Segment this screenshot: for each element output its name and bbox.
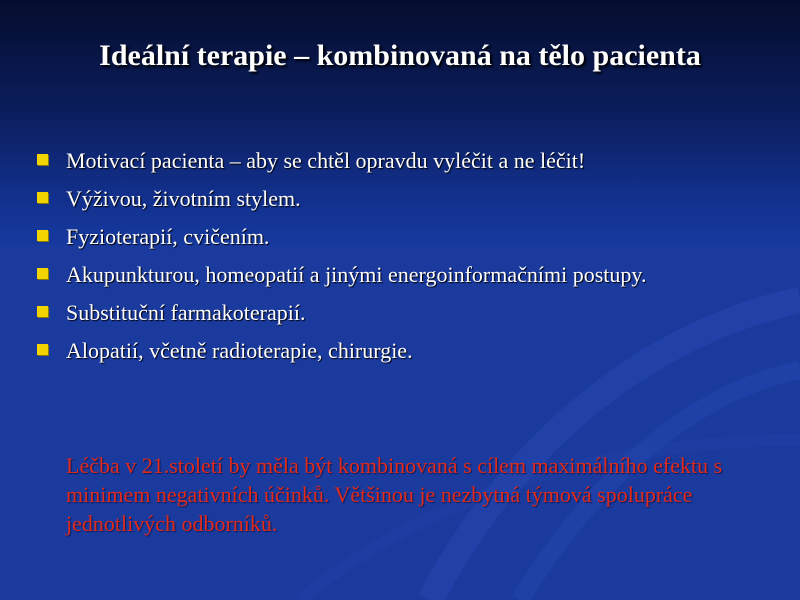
bullet-text: Akupunkturou, homeopatií a jinými energoinformačními postupy. [66, 262, 647, 287]
slide-title: Ideální terapie – kombinovaná na tělo pacienta [99, 39, 701, 72]
bullet-text: Fyzioterapií, cvičením. [66, 224, 270, 249]
bullet-item [36, 298, 766, 327]
bullet-item [36, 222, 766, 251]
bullet-item [36, 260, 766, 289]
bullet-text: Výživou, životním stylem. [66, 186, 301, 211]
square-bullet-icon [37, 306, 48, 317]
square-bullet-icon [37, 230, 48, 241]
square-bullet-icon [37, 268, 48, 279]
bullet-item [36, 336, 766, 365]
square-bullet-icon [37, 344, 48, 355]
bullet-text: Motivací pacienta – aby se chtěl opravdu vyléčit a ne léčit! [66, 148, 586, 173]
bullet-text: Alopatií, včetně radioterapie, chirurgie. [66, 338, 413, 363]
bullet-list [36, 146, 766, 374]
conclusion-note: Léčba v 21.století by měla být kombinovaná s cílem maximálního efektu s minimem negativních účinků. Většinou je nezbytná týmová spolupráce jednotlivých odborníků. [66, 453, 723, 536]
square-bullet-icon [37, 192, 48, 203]
bullet-item [36, 146, 766, 175]
bullet-text: Substituční farmakoterapií. [66, 300, 306, 325]
bullet-item [36, 184, 766, 213]
square-bullet-icon [37, 154, 48, 165]
